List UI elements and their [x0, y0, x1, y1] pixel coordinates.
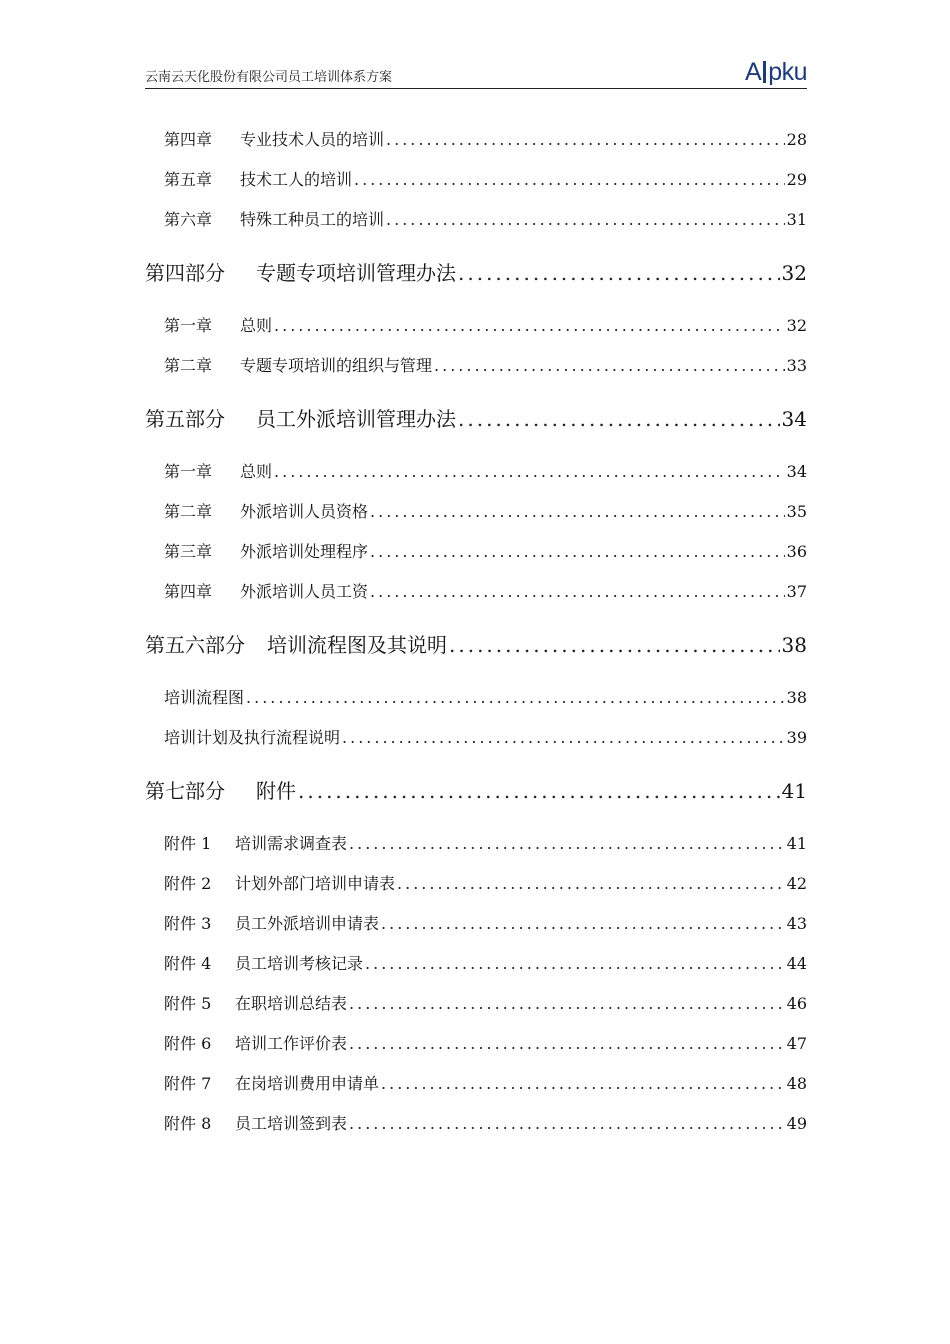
toc-entry-number: 附件 7	[164, 1074, 212, 1093]
toc-entry-page: 49	[786, 1114, 807, 1133]
header-title: 云南云天化股份有限公司员工培训体系方案	[145, 70, 393, 85]
toc-part-page: 34	[781, 407, 807, 431]
toc-part-title: 专题专项培训管理办法	[256, 261, 456, 285]
toc-leader-dots	[458, 407, 780, 431]
toc-leader-dots	[246, 688, 785, 707]
toc-entry-title: 在职培训总结表	[235, 994, 348, 1013]
toc-entry[interactable]	[145, 313, 807, 336]
toc-entry-number: 第一章	[164, 462, 213, 481]
toc-entry[interactable]	[145, 911, 807, 934]
toc-entry-title: 专题专项培训的组织与管理	[240, 356, 433, 375]
toc-entry-page: 47	[786, 1034, 807, 1053]
toc-leader-dots	[370, 582, 785, 601]
toc-entry-number: 附件 8	[164, 1114, 212, 1133]
toc-entry-number: 第六章	[164, 210, 213, 229]
toc-entry-title: 总则	[240, 316, 273, 335]
toc-leader-dots	[298, 779, 780, 803]
toc-entry-page: 36	[786, 542, 807, 561]
toc-entry-title: 技术工人的培训	[240, 170, 353, 189]
toc-entry-title: 在岗培训费用申请单	[235, 1074, 380, 1093]
toc-leader-dots	[381, 914, 785, 933]
toc-entry-number: 附件 4	[164, 954, 212, 973]
toc-entry-page: 35	[786, 502, 807, 521]
toc-entry-page: 28	[786, 130, 807, 149]
toc-part-number: 第七部分	[145, 779, 225, 803]
toc-entry-page: 42	[786, 874, 807, 893]
toc-part-entry[interactable]	[145, 403, 807, 432]
toc-entry-number: 附件 5	[164, 994, 212, 1013]
toc-part-page: 32	[781, 261, 807, 285]
toc-entry-title: 培训计划及执行流程说明	[164, 728, 341, 747]
toc-entry[interactable]	[145, 539, 807, 562]
toc-entry-number: 附件 1	[164, 834, 212, 853]
toc-entry-title: 专业技术人员的培训	[240, 130, 385, 149]
toc-entry-number: 第二章	[164, 356, 213, 375]
toc-entry-title: 总则	[240, 462, 273, 481]
logo-text-left: A	[745, 58, 762, 86]
toc-entry-title: 培训工作评价表	[235, 1034, 348, 1053]
toc-entry[interactable]	[145, 1111, 807, 1134]
toc-leader-dots	[349, 1114, 785, 1133]
toc-leader-dots	[342, 728, 785, 747]
toc-part-number: 第五六部分	[145, 633, 245, 657]
toc-part-entry[interactable]	[145, 257, 807, 286]
toc-entry-number: 附件 6	[164, 1034, 212, 1053]
toc-entry[interactable]	[145, 579, 807, 602]
toc-leader-dots	[274, 462, 785, 481]
toc-entry-title: 培训流程图	[164, 688, 245, 707]
toc-leader-dots	[365, 954, 785, 973]
toc-entry-title: 外派培训人员资格	[240, 502, 369, 521]
toc-leader-dots	[449, 633, 780, 657]
toc-entry-page: 29	[786, 170, 807, 189]
toc-entry-page: 48	[786, 1074, 807, 1093]
toc-entry[interactable]	[145, 207, 807, 230]
toc-entry-title: 员工外派培训申请表	[235, 914, 380, 933]
toc-part-page: 41	[781, 779, 807, 803]
toc-leader-dots	[370, 542, 785, 561]
toc-entry-page: 33	[786, 356, 807, 375]
toc-entry-title: 员工培训考核记录	[235, 954, 364, 973]
toc-entry-page: 34	[786, 462, 807, 481]
toc-leader-dots	[349, 994, 785, 1013]
toc-leader-dots	[349, 1034, 785, 1053]
toc-entry-title: 外派培训人员工资	[240, 582, 369, 601]
toc-entry-number: 附件 2	[164, 874, 212, 893]
toc-entry[interactable]	[145, 991, 807, 1014]
toc-entry[interactable]	[145, 167, 807, 190]
toc-entry-page: 43	[786, 914, 807, 933]
toc-entry[interactable]	[145, 459, 807, 482]
toc-leader-dots	[386, 210, 785, 229]
toc-entry[interactable]	[145, 1031, 807, 1054]
toc-entry[interactable]	[145, 499, 807, 522]
toc-leader-dots	[370, 502, 785, 521]
toc-part-number: 第五部分	[145, 407, 225, 431]
toc-leader-dots	[397, 874, 785, 893]
toc-entry-number: 第四章	[164, 130, 213, 149]
toc-part-number: 第四部分	[145, 261, 225, 285]
toc-entry-number: 第五章	[164, 170, 213, 189]
toc-entry-number: 第二章	[164, 502, 213, 521]
toc-entry-page: 41	[786, 834, 807, 853]
toc-leader-dots	[381, 1074, 785, 1093]
toc-entry-page: 44	[786, 954, 807, 973]
logo-bar-icon	[763, 61, 766, 83]
toc-leader-dots	[274, 316, 785, 335]
toc-leader-dots	[349, 834, 785, 853]
toc-entry[interactable]	[145, 685, 807, 708]
toc-leader-dots	[354, 170, 785, 189]
toc-part-title: 培训流程图及其说明	[267, 633, 447, 657]
toc-part-title: 员工外派培训管理办法	[256, 407, 456, 431]
logo-text-right: pku	[768, 58, 807, 86]
toc-part-entry[interactable]	[145, 775, 807, 804]
toc-entry-page: 38	[786, 688, 807, 707]
toc-entry[interactable]	[145, 871, 807, 894]
toc-entry-number: 附件 3	[164, 914, 212, 933]
toc-entry-page: 37	[786, 582, 807, 601]
toc-entry-title: 计划外部门培训申请表	[235, 874, 396, 893]
toc-entry[interactable]	[145, 1071, 807, 1094]
toc-entry-number: 第三章	[164, 542, 213, 561]
toc-part-page: 38	[781, 633, 807, 657]
toc-entry-page: 39	[786, 728, 807, 747]
toc-leader-dots	[458, 261, 780, 285]
toc-part-title: 附件	[256, 779, 296, 803]
toc-entry[interactable]	[145, 353, 807, 376]
toc-entry[interactable]	[145, 951, 807, 974]
toc-entry-page: 46	[786, 994, 807, 1013]
toc-leader-dots	[434, 356, 785, 375]
toc-entry[interactable]	[145, 725, 807, 748]
toc-entry-title: 培训需求调查表	[235, 834, 348, 853]
toc-entry[interactable]	[145, 127, 807, 150]
toc-entry-number: 第四章	[164, 582, 213, 601]
toc-entry-title: 外派培训处理程序	[240, 542, 369, 561]
toc-entry[interactable]	[145, 831, 807, 854]
toc-entry-number: 第一章	[164, 316, 213, 335]
toc-entry-title: 员工培训签到表	[235, 1114, 348, 1133]
toc-leader-dots	[386, 130, 785, 149]
toc-entry-title: 特殊工种员工的培训	[240, 210, 385, 229]
company-logo	[745, 59, 807, 85]
page-header	[145, 58, 807, 89]
toc-part-entry[interactable]	[145, 629, 807, 658]
toc-entry-page: 32	[786, 316, 807, 335]
toc-entry-page: 31	[786, 210, 807, 229]
